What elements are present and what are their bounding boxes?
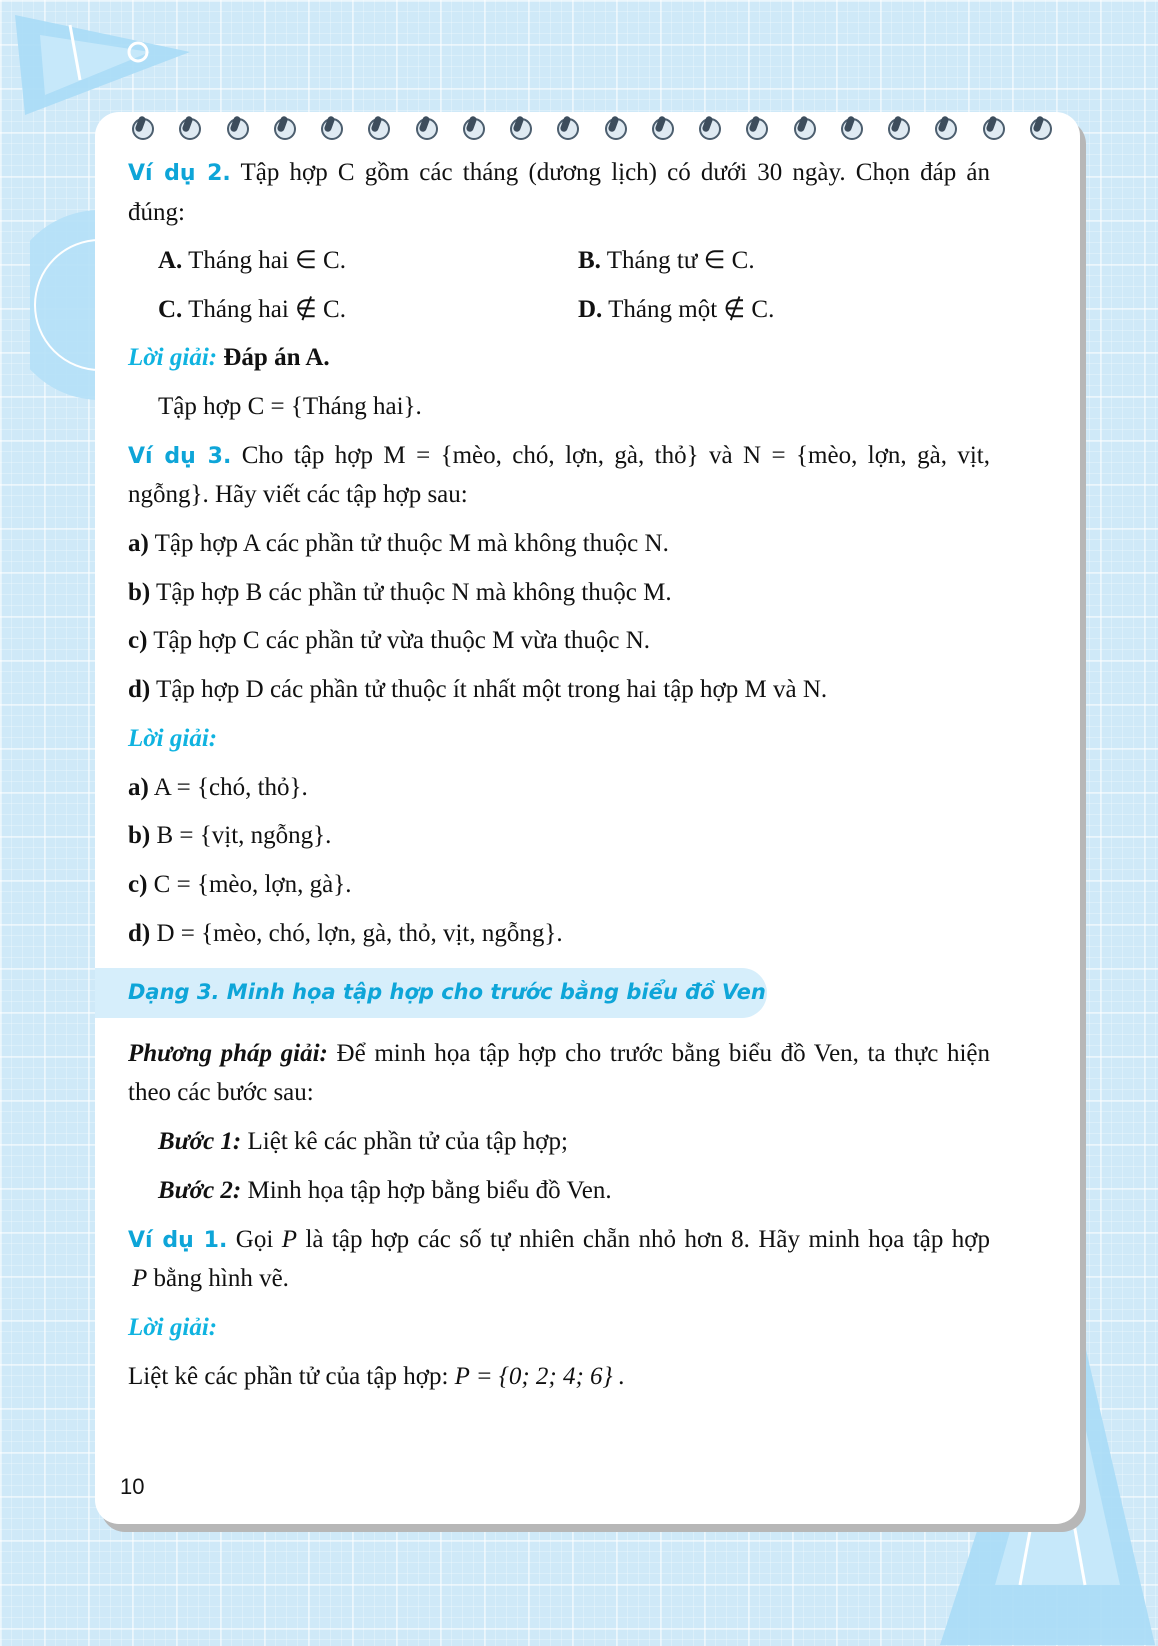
example-2-intro-line1 xyxy=(128,157,990,190)
notebook-rings xyxy=(132,118,1052,144)
set-variable: P xyxy=(132,1265,148,1292)
ring-icon xyxy=(321,118,343,140)
solution-math: P = {0; 2; 4; 6} . xyxy=(454,1363,626,1390)
option-text: Tháng hai ∈ C. xyxy=(188,247,346,274)
example-3-answer-d xyxy=(128,918,563,950)
solution-label: Lời giải: xyxy=(128,725,218,752)
ring-icon xyxy=(510,118,532,140)
step-label: Bước 1: xyxy=(158,1128,242,1155)
ring-icon xyxy=(935,118,957,140)
example-3-part-d xyxy=(128,674,827,706)
answer-letter: d) xyxy=(128,920,151,947)
answer-letter: a) xyxy=(128,774,149,801)
solution-label: Lời giải: xyxy=(128,344,218,371)
answer-letter: c) xyxy=(128,871,148,898)
method-text: Để minh họa tập hợp cho trước bằng biểu đồ Ven, ta thực hiện xyxy=(336,1040,991,1067)
ring-icon xyxy=(794,118,816,140)
method-line1 xyxy=(128,1038,990,1070)
answer-text: D = {mèo, chó, lợn, gà, thỏ, vịt, ngỗng}. xyxy=(156,920,563,947)
solution-label: Lời giải: xyxy=(128,1314,218,1341)
example-2-solution xyxy=(128,342,330,374)
example-label: Ví dụ 2. xyxy=(128,161,231,186)
option-a xyxy=(158,245,346,277)
answer-letter: b) xyxy=(128,822,151,849)
ring-icon xyxy=(416,118,438,140)
step-2 xyxy=(158,1175,612,1207)
ring-icon xyxy=(179,118,201,140)
answer-text: Đáp án A. xyxy=(223,344,330,371)
ring-icon xyxy=(368,118,390,140)
ring-icon xyxy=(227,118,249,140)
set-variable: P xyxy=(281,1226,298,1253)
example-3-part-c xyxy=(128,625,650,657)
solution-text: Liệt kê các phần tử của tập hợp: xyxy=(128,1363,449,1390)
compass-decoration-top-icon xyxy=(10,10,200,120)
part-text: Tập hợp D các phần tử thuộc ít nhất một trong hai tập hợp M và N. xyxy=(156,676,828,703)
ring-icon xyxy=(557,118,579,140)
ring-icon xyxy=(888,118,910,140)
option-text: Tháng tư ∈ C. xyxy=(606,247,755,274)
ring-icon xyxy=(132,118,154,140)
option-text: Tháng hai ∉ C. xyxy=(188,296,346,323)
example-1-intro-line2 xyxy=(132,1263,289,1295)
page-number: 10 xyxy=(120,1474,145,1499)
example-label: Ví dụ 1. xyxy=(128,1228,228,1253)
example-3-answer-a xyxy=(128,772,308,804)
method-label: Phương pháp giải: xyxy=(128,1040,328,1067)
option-b xyxy=(578,245,755,277)
step-text: Liệt kê các phần tử của tập hợp; xyxy=(247,1128,568,1155)
answer-text: A = {chó, thỏ}. xyxy=(153,774,308,801)
answer-text: C = {mèo, lợn, gà}. xyxy=(153,871,352,898)
example-3-intro-line1 xyxy=(128,440,990,473)
answer-text: B = {vịt, ngỗng}. xyxy=(156,822,332,849)
example-text: bằng hình vẽ. xyxy=(153,1265,289,1292)
example-3-answer-c xyxy=(128,869,352,901)
part-text: Tập hợp C các phần tử vừa thuộc M vừa thuộc N. xyxy=(153,627,651,654)
example-text: Cho tập hợp M = {mèo, chó, lợn, gà, thỏ} và N = {mèo, lợn, gà, vịt, xyxy=(241,442,991,469)
example-1-intro-line1 xyxy=(128,1224,990,1257)
ring-icon xyxy=(652,118,674,140)
ring-icon xyxy=(841,118,863,140)
option-letter: C. xyxy=(158,296,183,323)
option-d xyxy=(578,294,774,326)
part-letter: c) xyxy=(128,627,148,654)
method-line2: theo các bước sau: xyxy=(128,1079,314,1106)
example-3-answer-b xyxy=(128,820,331,852)
example-3-intro-line2: ngỗng}. Hãy viết các tập hợp sau: xyxy=(128,481,468,508)
ring-icon xyxy=(983,118,1005,140)
ring-icon xyxy=(1030,118,1052,140)
ring-icon xyxy=(605,118,627,140)
example-1-solution xyxy=(128,1361,625,1393)
step-text: Minh họa tập hợp bằng biểu đồ Ven. xyxy=(247,1177,612,1204)
step-label: Bước 2: xyxy=(158,1177,242,1204)
option-letter: D. xyxy=(578,296,603,323)
step-1 xyxy=(158,1126,568,1158)
example-label: Ví dụ 3. xyxy=(128,444,232,469)
example-3-part-b xyxy=(128,577,672,609)
example-text: là tập hợp các số tự nhiên chẵn nhỏ hơn 8. Hãy minh họa tập hợp xyxy=(305,1226,991,1253)
ring-icon xyxy=(699,118,721,140)
part-letter: b) xyxy=(128,579,151,606)
option-c xyxy=(158,294,346,326)
part-text: Tập hợp B các phần tử thuộc N mà không thuộc M. xyxy=(156,579,672,606)
ring-icon xyxy=(274,118,296,140)
ring-icon xyxy=(746,118,768,140)
protractor-decoration-icon xyxy=(30,210,100,400)
part-letter: d) xyxy=(128,676,151,703)
option-text: Tháng một ∉ C. xyxy=(608,296,775,323)
example-text: Gọi xyxy=(235,1226,274,1253)
example-1-solution-label xyxy=(128,1312,217,1344)
option-letter: B. xyxy=(578,247,601,274)
example-3-solution-label xyxy=(128,723,217,755)
example-text: Tập hợp C gồm các tháng (dương lịch) có dưới 30 ngày. Chọn đáp án xyxy=(240,159,990,186)
option-letter: A. xyxy=(158,247,183,274)
example-3-part-a xyxy=(128,528,669,560)
ring-icon xyxy=(463,118,485,140)
part-letter: a) xyxy=(128,530,149,557)
example-2-explanation: Tập hợp C = {Tháng hai}. xyxy=(158,393,422,420)
section-heading: Dạng 3. Minh họa tập hợp cho trước bằng biểu đồ Ven xyxy=(128,980,766,1004)
part-text: Tập hợp A các phần tử thuộc M mà không thuộc N. xyxy=(154,530,669,557)
example-2-intro-line2: đúng: xyxy=(128,199,185,226)
